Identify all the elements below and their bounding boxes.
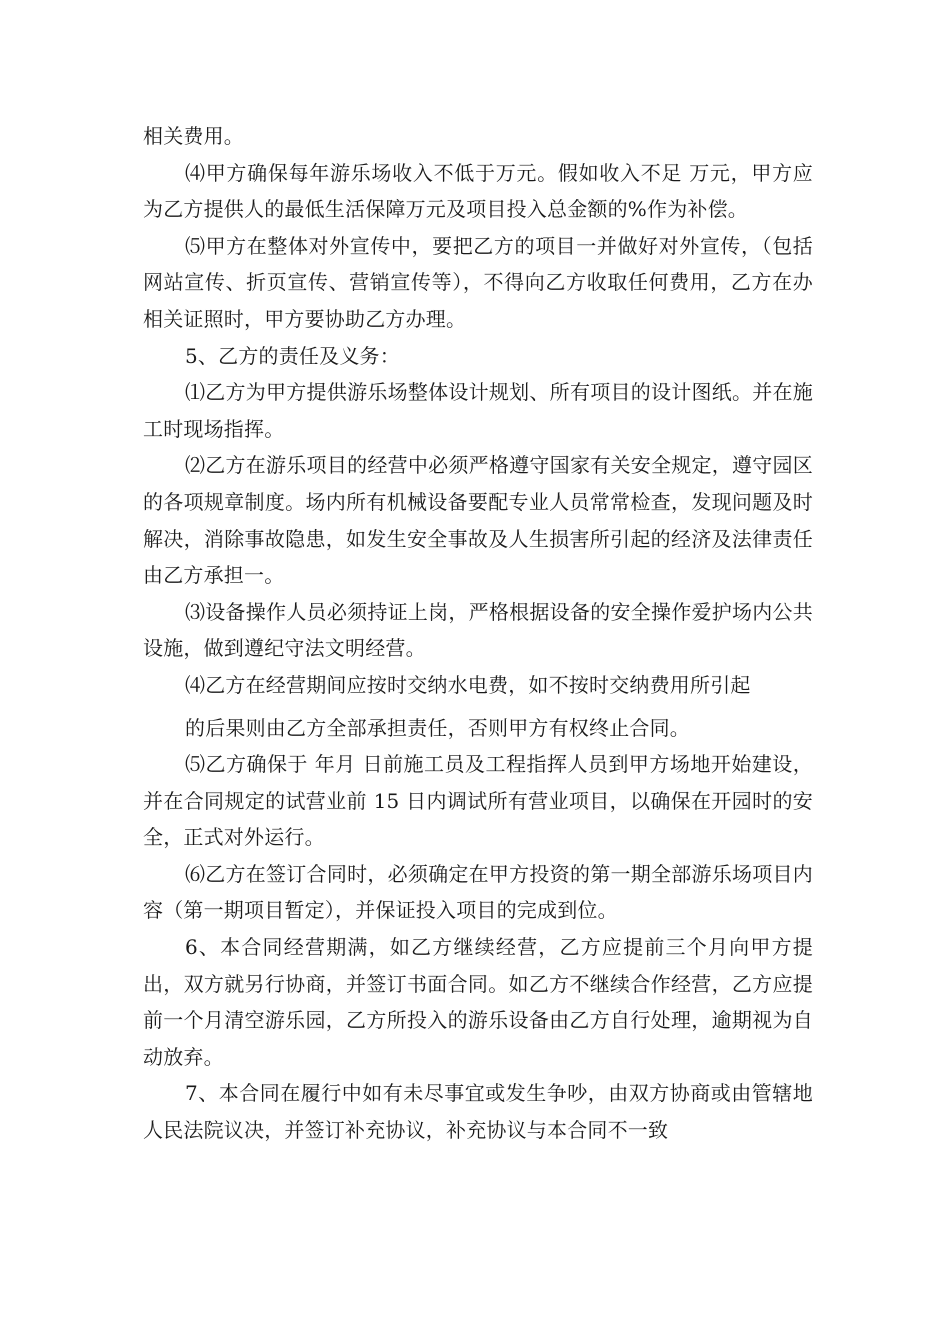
paragraph-party-b-utilities: ⑷乙方在经营期间应按时交纳水电费，如不按时交纳费用所引起 — [185, 672, 751, 697]
section-heading-party-b-duties: 5、乙方的责任及义务： — [185, 343, 400, 368]
paragraph-party-a-promotion: ⑸甲方在整体对外宣传中，要把乙方的项目一并做好对外宣传，（包括网站宣传、折页宣传、营销宣传等），不得向乙方收取任何费用，乙方在办相关证照时，甲方要协助乙方办理。 — [143, 233, 813, 331]
paragraph-party-a-income-guarantee: ⑷甲方确保每年游乐场收入不低于万元。假如收入不足 万元，甲方应为乙方提供人的最低生活保障万元及项目投入总金额的%作为补偿。 — [143, 160, 813, 222]
paragraph-related-fees: 相关费用。 — [143, 124, 244, 148]
paragraph-dispute-resolution: 7、本合同在履行中如有未尽事宜或发生争吵，由双方协商或由管辖地人民法院议决，并签订补充协议，补充协议与本合同不一致 — [143, 1081, 813, 1143]
paragraph-party-b-safety: ⑵乙方在游乐项目的经营中必须严格遵守国家有关安全规定，遵守园区的各项规章制度。场内所有机械设备要配专业人员常常检查，发现问题及时解决，消除事故隐患，如发生安全事故及人生损害所引起的经济及法律责任由乙方承担一。 — [143, 453, 813, 588]
paragraph-party-b-utilities-continued: 的后果则由乙方全部承担责任，否则甲方有权终止合同。 — [185, 715, 690, 740]
paragraph-party-b-operators: ⑶设备操作人员必须持证上岗，严格根据设备的安全操作爱护场内公共设施，做到遵纪守法文明经营。 — [143, 599, 813, 661]
paragraph-party-b-construction: ⑸乙方确保于 年月 日前施工员及工程指挥人员到甲方场地开始建设，并在合同规定的试营业前 15 日内调试所有营业项目，以确保在开园时的安全，正式对外运行。 — [143, 752, 813, 850]
paragraph-party-b-design: ⑴乙方为甲方提供游乐场整体设计规划、所有项目的设计图纸。并在施工时现场指挥。 — [143, 380, 813, 441]
paragraph-party-b-project-scope: ⑹乙方在签订合同时，必须确定在甲方投资的第一期全部游乐场项目内容（第一期项目暂定），并保证投入项目的完成到位。 — [143, 861, 813, 923]
document-body — [143, 118, 813, 1149]
paragraph-contract-expiry: 6、本合同经营期满，如乙方继续经营，乙方应提前三个月向甲方提出，双方就另行协商，并签订书面合同。如乙方不继续合作经营，乙方应提前一个月清空游乐园，乙方所投入的游乐设备由乙方自行处理，逾期视为自动放弃。 — [143, 935, 813, 1069]
